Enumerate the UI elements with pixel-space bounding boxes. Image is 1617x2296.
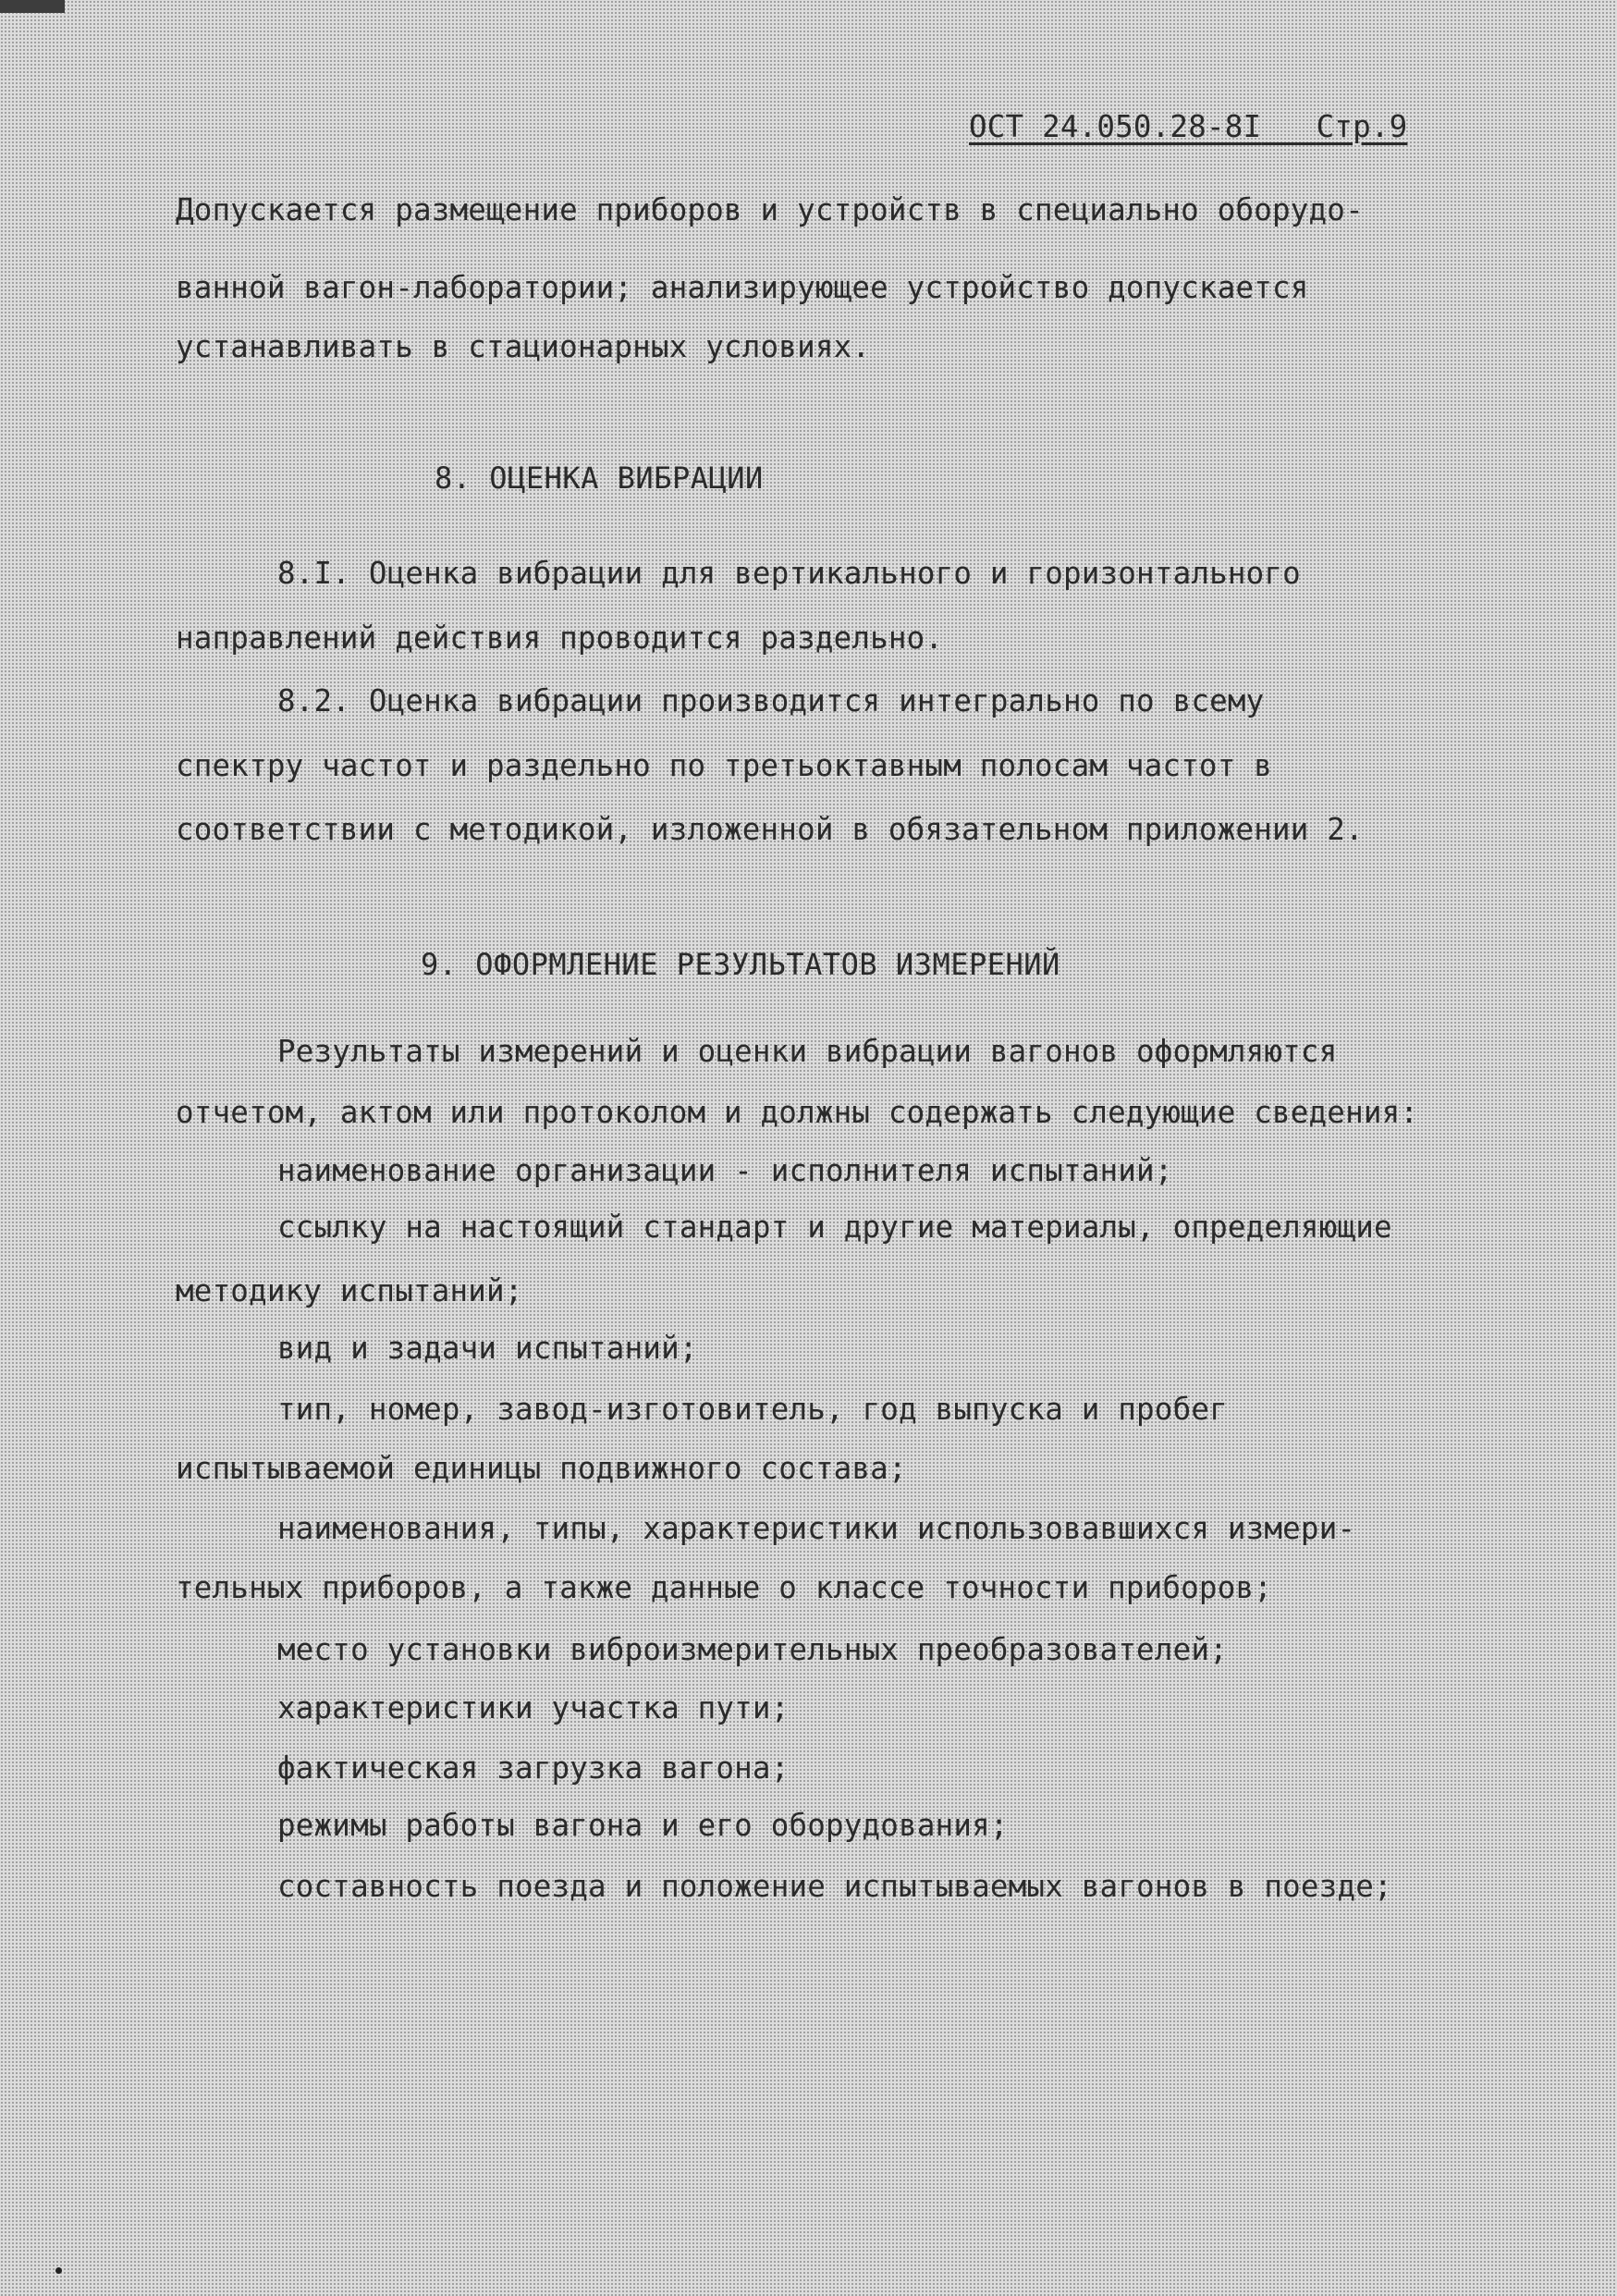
list-item: ссылку на настоящий стандарт и другие материалы, определяющие <box>277 1209 1392 1245</box>
section-8-heading: 8. ОЦЕНКА ВИБРАЦИИ <box>435 460 764 496</box>
paragraph-line: отчетом, актом или протоколом и должны содержать следующие сведения: <box>176 1095 1419 1130</box>
paragraph-line: 8.I. Оценка вибрации для вертикального и горизонтального <box>277 556 1301 591</box>
list-item: наименование организации - исполнителя испытаний; <box>277 1153 1173 1188</box>
intro-line: ванной вагон-лаборатории; анализирующее устройство допускается <box>176 270 1309 305</box>
list-item: место установки виброизмерительных преобразователей; <box>277 1632 1228 1667</box>
page-number: Стр.9 <box>1316 109 1408 144</box>
page-header <box>969 108 1407 145</box>
scan-dot-mark <box>55 2267 62 2274</box>
list-item: тип, номер, завод-изготовитель, год выпуска и пробег <box>277 1392 1228 1427</box>
list-item: вид и задачи испытаний; <box>277 1331 698 1366</box>
intro-line: Допускается размещение приборов и устройств в специально оборудо- <box>176 192 1364 227</box>
header-spacer <box>1261 109 1316 144</box>
intro-line: устанавливать в стационарных условиях. <box>176 329 871 364</box>
paragraph-line: 8.2. Оценка вибрации производится интегрально по всему <box>277 683 1265 718</box>
list-item: режимы работы вагона и его оборудования; <box>277 1808 1009 1843</box>
scan-corner-mark <box>0 0 65 13</box>
list-item-continuation: методику испытаний; <box>176 1273 523 1308</box>
paragraph-line: соответствии с методикой, изложенной в обязательном приложении 2. <box>176 812 1364 847</box>
list-item-continuation: испытываемой единицы подвижного состава; <box>176 1451 907 1486</box>
section-9-heading: 9. ОФОРМЛЕНИЕ РЕЗУЛЬТАТОВ ИЗМЕРЕНИЙ <box>421 947 1060 982</box>
list-item: наименования, типы, характеристики использовавшихся измери- <box>277 1511 1356 1546</box>
list-item: фактическая загрузка вагона; <box>277 1750 790 1786</box>
document-code: ОСТ 24.050.28-8I <box>969 109 1262 144</box>
paragraph-line: Результаты измерений и оценки вибрации вагонов оформляются <box>277 1034 1338 1069</box>
list-item-continuation: тельных приборов, а также данные о классе точности приборов; <box>176 1570 1272 1605</box>
paragraph-line: спектру частот и раздельно по третьоктавным полосам частот в <box>176 748 1272 783</box>
list-item: характеристики участка пути; <box>277 1690 790 1725</box>
list-item: составность поезда и положение испытываемых вагонов в поезде; <box>277 1869 1392 1904</box>
paragraph-line: направлений действия проводится раздельно. <box>176 620 944 656</box>
